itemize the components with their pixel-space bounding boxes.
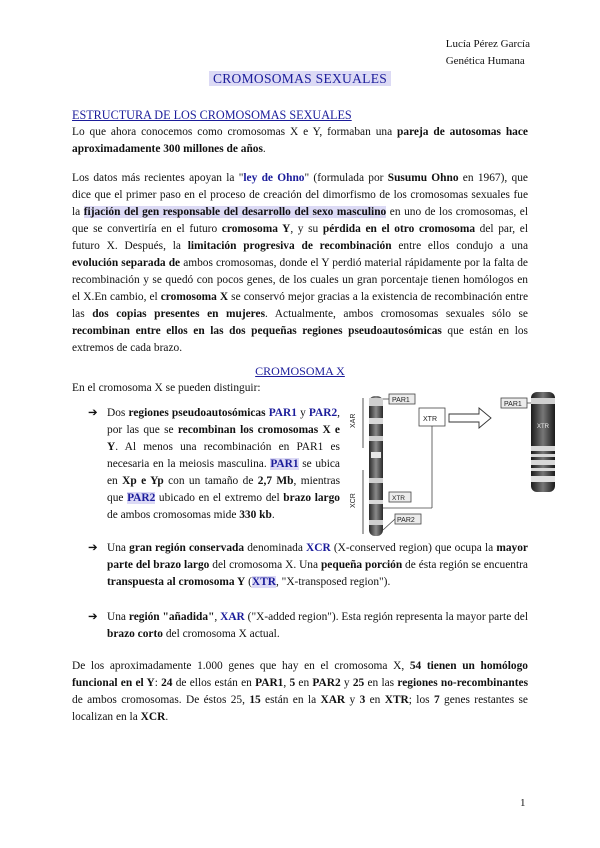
- bullet-xcr: Una gran región conservada denominada XCR (X-conserved region) que ocupa la mayor parte del brazo largo del cromosoma X. Una pequeña porción de ésta región se encuentra transpuesta al cromosoma Y (XTR, "X-transposed region").: [107, 542, 528, 588]
- subheading-cromosoma-x: CROMOSOMA X: [255, 364, 345, 378]
- paragraph-2: Los datos más recientes apoyan la "ley de Ohno" (formulada por Susumu Ohno en 1967), que dice que el primer paso en el proceso de creación del dimorfismo de los cromosomas sexuales fue la fijación del gen responsable del desarrollo del sexo masculino en uno de los cromosomas, el que se convertiría en el futuro cromosoma Y, y su pérdida en el otro cromosoma del par, el futuro X. Después, la limitación progresiva de recombinación entre ellos condujo a una evolución separada de ambos cromosomas, donde el Y perdió material rápidamente por la falta de recombinación y se quedó con pocos genes, de los cuales un gran porcentaje tienen homólogos en el X.En cambio, el cromosoma X se conservó mejor gracias a la existencia de recombinación entre las dos copias presentes en mujeres. Actualmente, ambos cromosomas sexuales sólo se recombinan entre ellos en las dos pequeñas regiones pseudoautosómicas que están en los extremos de cada brazo.: [72, 172, 529, 354]
- par1-y-label: PAR1: [504, 401, 522, 408]
- bullet-arrow-icon: ➔: [88, 611, 98, 623]
- par1-label: PAR1: [392, 397, 410, 404]
- xcr-label: XCR: [350, 493, 357, 508]
- author-name: Lucía Pérez García: [445, 38, 530, 50]
- bullet-arrow-icon: ➔: [88, 542, 98, 554]
- intro-line: En el cromosoma X se pueden distinguir:: [72, 382, 261, 394]
- par2-label: PAR2: [397, 517, 415, 524]
- x-chromosome: [369, 396, 383, 536]
- xy-chromosome-diagram: [345, 388, 585, 548]
- page-title: CROMOSOMAS SEXUALES: [0, 70, 600, 88]
- bullet-arrow-icon: ➔: [88, 407, 98, 419]
- xar-label: XAR: [350, 413, 357, 428]
- document-header: [446, 36, 530, 70]
- paragraph-3: De los aproximadamente 1.000 genes que hay en el cromosoma X, 54 tienen un homólogo funcional en el Y: 24 de ellos están en PAR1, 5 en PAR2 y 25 en las regiones no-recombinantes de ambos cromosomas. De éstos 25, 15 están en la XAR y 3 en XTR; los 7 genes restantes se localizan en la XCR.: [72, 660, 528, 723]
- paragraph-1: Lo que ahora conocemos como cromosomas X e Y, formaban una pareja de autosomas hace aproximadamente 300 millones de años.: [72, 126, 528, 155]
- chromosome-figure-svg: [345, 388, 585, 548]
- section-heading: ESTRUCTURA DE LOS CROMOSOMAS SEXUALES: [72, 108, 352, 122]
- xtr-label-lower: XTR: [392, 495, 405, 502]
- course-name: Genética Humana: [445, 55, 525, 67]
- xtr-y-label: XTR: [537, 424, 549, 430]
- xtr-label-top: XTR: [423, 416, 437, 423]
- bullet-xar: Una región "añadida", XAR ("X-added region"). Esta región representa la mayor parte del brazo corto del cromosoma X actual.: [107, 611, 529, 640]
- bullet-par-regions: Dos regiones pseudoautosómicas PAR1 y PAR2, por las que se recombinan los cromosomas X e Y. Al menos una recombinación en PAR1 es necesaria en la meiosis masculina. PAR1 se ubica en Xp e Yp con un tamaño de 2,7 Mb, mientras que PAR2 ubicado en el extremo del brazo largo de ambos cromosomas mide 330 kb.: [107, 407, 341, 521]
- y-chromosome: [531, 392, 555, 492]
- page-number: 1: [520, 797, 526, 809]
